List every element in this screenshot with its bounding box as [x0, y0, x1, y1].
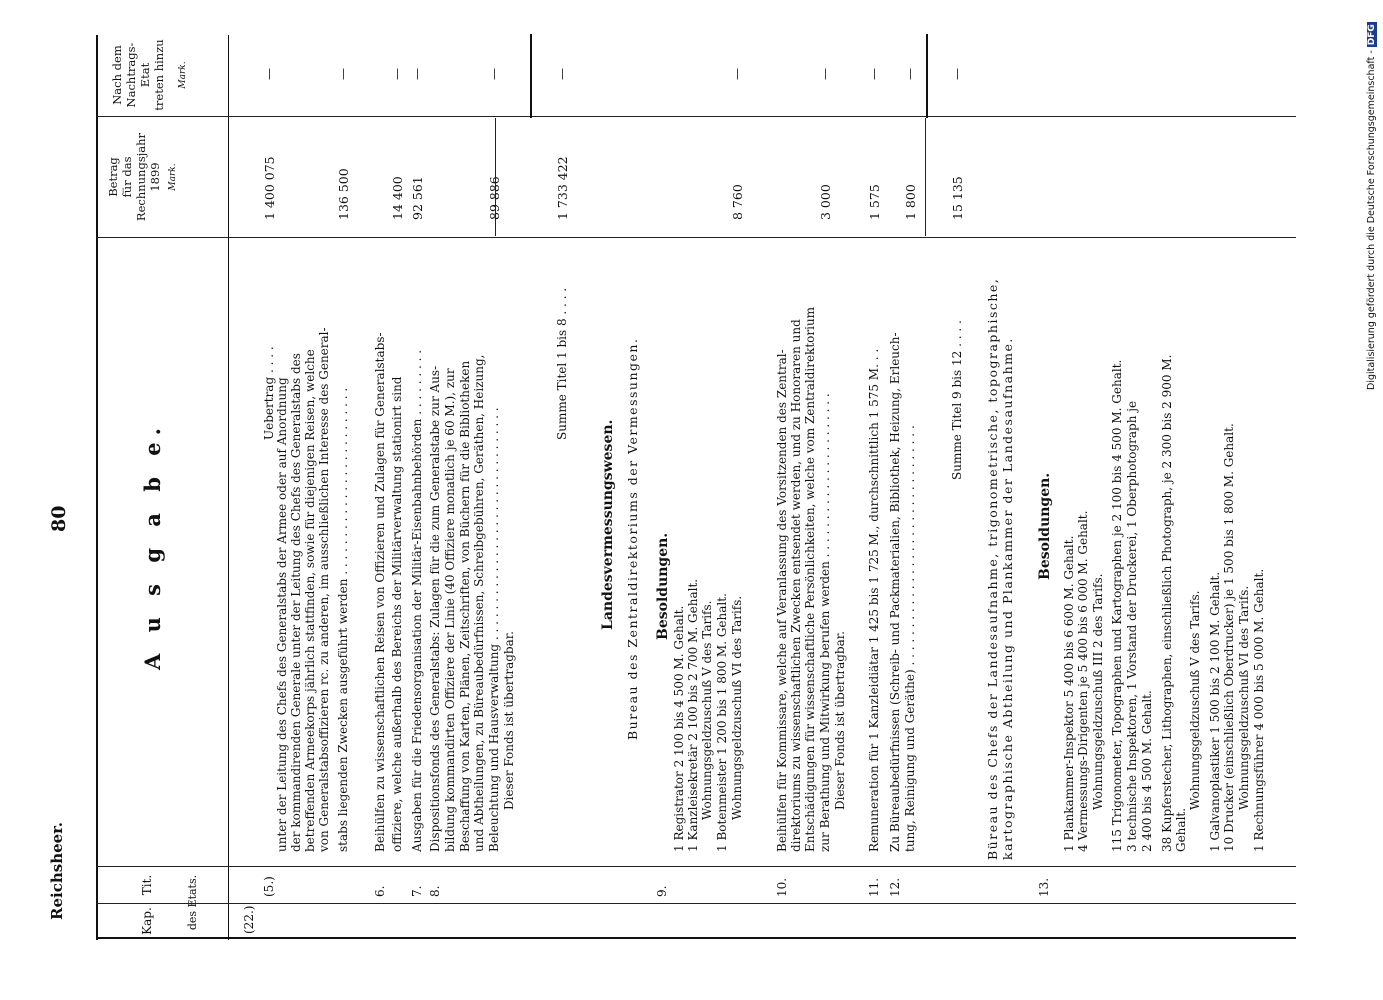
row-text: stabs liegenden Zwecken ausgeführt werden . . . . . . . . . . . . . . . . . . . . . . . . .: [336, 387, 350, 852]
row-titel: 9.: [655, 885, 669, 897]
row-nachtrag: —: [730, 68, 744, 80]
row-titel: 13.: [1037, 877, 1051, 897]
betrag-line-3: Rechnungsjahr: [134, 132, 148, 222]
row-amount: 89 886: [487, 176, 502, 220]
row-nachtrag: —: [262, 68, 276, 80]
row-text: betreffenden Armeekorps jährlich stattfinden, sowie für diejenigen Reisen, welche: [303, 349, 317, 852]
row-text: Summe Titel 1 bis 8 . . . .: [555, 287, 569, 440]
row-amount: 1 575: [867, 184, 882, 220]
row-text: 3 technische Inspektoren, 1 Vorstand der Druckerei, 1 Oberphotograph je: [1125, 400, 1139, 852]
row-amount: 3 000: [818, 184, 833, 220]
row-text: 2 400 bis 4 500 M. Gehalt.: [1140, 690, 1154, 852]
row-text: tung, Reinigung und Geräthe) . . . . . . . . . . . . . . . . . . . . . . . . . . . . . . . .: [903, 425, 917, 852]
digitization-text: Digitalisierung gefördert durch die Deutsche Forschungsgemeinschaft -: [1366, 50, 1377, 390]
row-titel: 8.: [428, 885, 442, 897]
table-top-rule: [96, 35, 98, 940]
tit-column-rule: [96, 866, 1296, 867]
row-text: Entschädigungen für wissenschaftliche Persönlichkeiten, welche vom Zentraldirektorium: [803, 306, 817, 852]
row-text: bildung kommandirten Offiziere der Linie (40 Offiziere monatlich je 60 M.), zur: [443, 368, 457, 852]
row-text: Dieser Fonds ist übertragbar.: [833, 631, 847, 810]
row-text: Wohnungsgeldzuschuß V des Tarifs.: [700, 600, 714, 820]
nach-line-3: treten hinzu: [152, 39, 166, 111]
row-text: Dispositionsfonds des Generalstabs: Zulagen für die zum Generalstabe zur Aus-: [428, 365, 442, 852]
row-text: Dieser Fonds ist übertragbar.: [502, 631, 516, 810]
row-amount: 1 800: [903, 184, 918, 220]
row-titel: 11.: [867, 877, 881, 897]
nach-line-1: Nach dem: [110, 45, 124, 105]
row-amount: 136 500: [336, 168, 351, 220]
row-text: Bureau des Zentraldirektoriums der Vermessungen.: [625, 337, 640, 740]
row-nachtrag: —: [950, 68, 964, 80]
row-text: kartographische Abtheilung und Plankammer der Landesaufnahme.: [1000, 337, 1015, 860]
row-nachtrag: —: [410, 68, 424, 80]
row-amount: 15 135: [950, 176, 965, 220]
col-header-kap: Kap.: [140, 907, 154, 935]
row-text: 10 Drucker (einschließlich Oberdrucker) je 1 500 bis 1 800 M. Gehalt.: [1222, 423, 1236, 852]
row-text: Wohnungsgeldzuschuß III 2 des Tarifs.: [1091, 573, 1105, 810]
row-text: 1 Botenmeister 1 200 bis 1 800 M. Gehalt.: [715, 593, 729, 852]
row-nachtrag: —: [818, 68, 832, 80]
row-nachtrag: —: [867, 68, 881, 80]
col-header-betrag: [106, 118, 180, 236]
row-nachtrag: —: [555, 68, 569, 80]
nach-line-2: Nachtrags-Etat: [124, 42, 152, 108]
row-text: Uebertrag . . . .: [262, 346, 276, 440]
row-text: unter der Leitung des Chefs des Generalstabs der Armee oder auf Anordnung: [275, 377, 289, 852]
sum-rule-1: [495, 118, 496, 236]
row-titel: 6.: [373, 885, 387, 897]
row-text: Ausgaben für die Friedensorganisation der Militär-Eisenbahnbehörden . . . . . . . . .: [410, 349, 424, 852]
row-nachtrag: —: [487, 68, 501, 80]
row-text: Wohnungsgeldzuschuß VI des Tarifs.: [1237, 585, 1251, 810]
row-text: Wohnungsgeldzuschuß V des Tarifs.: [1188, 590, 1202, 810]
nach-column-divider-2: [926, 34, 928, 118]
row-text: Landesvermessungswesen.: [600, 419, 616, 630]
row-text: 1 Kanzleisekretär 2 100 bis 2 700 M. Gehalt.: [686, 578, 700, 852]
row-titel: (5.): [262, 876, 276, 897]
header-bottom-rule: [228, 35, 229, 940]
kap-column-rule: [96, 903, 1296, 904]
text-column-rule: [96, 237, 1296, 238]
row-text: Zu Büreaubedürfnissen (Schreib- und Packmaterialien, Bibliothek, Heizung, Erleuch-: [888, 332, 902, 852]
row-nachtrag: —: [336, 68, 350, 80]
running-header: Reichsheer.: [48, 822, 66, 920]
row-text: und Abtheilungen, zu Büreaubedürfnissen, Schreibgebühren, Geräthen, Heizung,: [472, 354, 486, 852]
betrag-unit: Mark.: [168, 163, 178, 191]
page-title: A u s g a b e.: [140, 421, 165, 670]
row-amount: 1 400 075: [262, 156, 277, 220]
col-header-tit: Tit.: [140, 874, 154, 896]
nach-unit: Mark.: [178, 61, 188, 89]
row-text: Beleuchtung und Hausverwaltung . . . . . . . . . . . . . . . . . . . . . . . . . . . . . . .: [487, 407, 501, 852]
row-amount: 8 760: [730, 184, 745, 220]
row-text: der kommandirenden Generale unter der Leitung des Chefs des Generalstabs des: [289, 353, 303, 852]
row-text: Beihülfen zu wissenschaftlichen Reisen von Offizieren und Zulagen für Generalstabs-: [373, 332, 387, 852]
kap-value: (22.): [242, 905, 256, 934]
row-text: 1 Galvanoplastiker 1 500 bis 2 100 M. Gehalt.: [1208, 571, 1222, 852]
betrag-line-1: Betrag: [106, 157, 120, 197]
row-titel: 7.: [410, 885, 424, 897]
col-header-des-etats: des Etats.: [186, 874, 199, 931]
row-text: Gehalt.: [1174, 807, 1188, 852]
row-titel: 12.: [888, 877, 902, 897]
betrag-line-2: für das: [120, 156, 134, 198]
row-titel: 10.: [775, 877, 789, 897]
row-text: 4 Vermessungs-Dirigenten je 5 400 bis 6 000 M. Gehalt.: [1076, 510, 1090, 852]
row-text: Wohnungsgeldzuschuß VI des Tarifs.: [730, 595, 744, 820]
row-text: Besoldungen.: [655, 532, 671, 640]
row-text: 115 Trigonometer, Topographen und Kartographen je 2 100 bis 4 500 M. Gehalt.: [1110, 359, 1124, 852]
row-nachtrag: —: [390, 68, 404, 80]
row-text: 38 Kupferstecher, Lithographen, einschließlich Photograph, je 2 300 bis 2 900 M.: [1160, 354, 1174, 852]
sum-rule-2: [925, 118, 926, 236]
betrag-line-4: 1899: [148, 162, 162, 192]
row-nachtrag: —: [903, 68, 917, 80]
dfg-logo: DFG: [1367, 24, 1377, 46]
digitization-note: [1366, 22, 1377, 390]
row-text: offiziere, welche außerhalb des Bereichs der Militärverwaltung stationirt sind: [390, 376, 404, 852]
row-text: direktoriums zu wissenschaftlichen Zwecken entsendet werden, und zu Honoraren und: [789, 319, 803, 852]
row-text: 1 Plankammer-Inspektor 5 400 bis 6 600 M. Gehalt.: [1062, 535, 1076, 852]
row-text: Summe Titel 9 bis 12 . . . .: [950, 320, 964, 480]
table-left-rule: [96, 937, 1296, 939]
page-number: 80: [48, 505, 70, 532]
row-text: Beschaffung von Karten, Plänen, Zeitschriften, von Büchern für die Bibliotheken: [458, 360, 472, 852]
row-text: 1 Rechnungsführer 4 000 bis 5 000 M. Gehalt.: [1252, 568, 1266, 852]
row-text: Beihülfen für Kommissare, welche auf Veranlassung des Vorsitzenden des Zentral-: [775, 349, 789, 852]
row-text: 1 Registrator 2 100 bis 4 500 M. Gehalt.: [672, 605, 686, 852]
col-header-nachtrag: [110, 35, 190, 115]
row-text: Büreau des Chefs der Landesaufnahme, trigonometrische, topographische,: [985, 277, 1000, 860]
row-amount: 14 400: [390, 176, 405, 220]
row-amount: 92 561: [410, 176, 425, 220]
row-text: von Generalstabsoffizieren rc. zu anderen, im ausschließlichen Interesse des General-: [317, 327, 331, 852]
row-text: zur Berathung und Mitwirkung berufen werden . . . . . . . . . . . . . . . . . . . . . .: [818, 393, 832, 852]
amount-column-rule: [96, 116, 1296, 117]
row-amount: 1 733 422: [555, 156, 570, 220]
row-text: Remuneration für 1 Kanzleidiätar 1 425 bis 1 725 M., durchschnittlich 1 575 M. . .: [867, 348, 881, 852]
nach-column-divider-1: [530, 34, 532, 118]
row-text: Besoldungen.: [1037, 472, 1053, 580]
